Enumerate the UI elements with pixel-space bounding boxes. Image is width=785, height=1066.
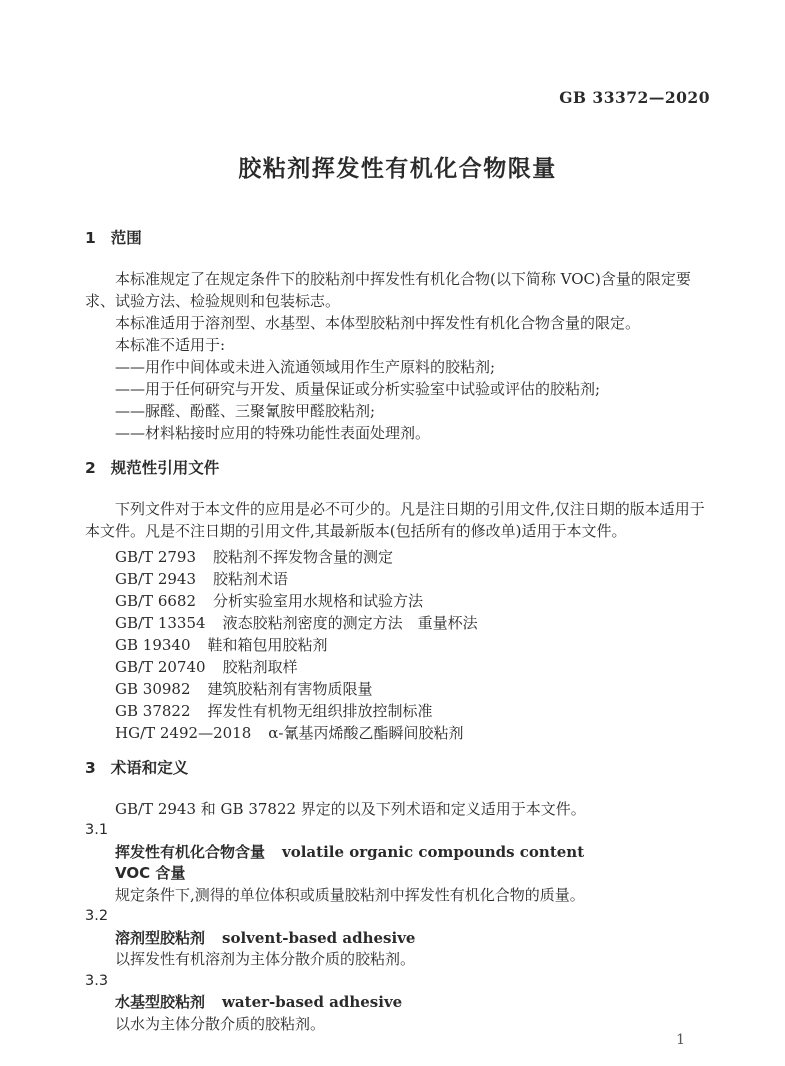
reference-title: 胶粘剂不挥发物含量的测定	[213, 548, 394, 566]
reference-code: HG/T 2492—2018	[115, 724, 252, 742]
references-list	[85, 546, 710, 744]
term-alias: VOC 含量	[115, 864, 186, 882]
section-3-number: 3	[85, 759, 96, 777]
section-2-heading	[85, 458, 710, 479]
reference-code: GB/T 6682	[115, 592, 197, 610]
term-name-en: volatile organic compounds content	[282, 842, 585, 861]
document-title: 胶粘剂挥发性有机化合物限量	[238, 156, 557, 182]
term-name	[115, 992, 710, 1014]
reference-title: 胶粘剂取样	[222, 658, 298, 676]
scope-exclusion-item: ——脲醛、酚醛、三聚氰胺甲醛胶粘剂;	[115, 402, 376, 420]
reference-code: GB/T 2943	[115, 570, 197, 588]
reference-code: GB/T 13354	[115, 614, 206, 632]
term-name-zh: 溶剂型胶粘剂	[115, 928, 206, 947]
section-3-heading	[85, 758, 710, 779]
section-2-number: 2	[85, 459, 96, 477]
reference-code: GB/T 2793	[115, 548, 197, 566]
section-1-number: 1	[85, 229, 96, 247]
reference-item	[115, 634, 710, 656]
term-name	[115, 842, 710, 864]
term-definition: 规定条件下,测得的单位体积或质量胶粘剂中挥发性有机化合物的质量。	[115, 885, 585, 904]
term-number: 3.1	[85, 822, 109, 838]
reference-item	[115, 678, 710, 700]
reference-item	[115, 722, 710, 744]
term-name-en: solvent-based adhesive	[222, 928, 416, 947]
reference-item	[115, 700, 710, 722]
term-number: 3.2	[85, 908, 109, 924]
page-number: 1	[676, 1032, 685, 1048]
section-2-title: 规范性引用文件	[110, 459, 220, 477]
term-name-en: water-based adhesive	[222, 993, 403, 1011]
reference-item	[115, 656, 710, 678]
scope-paragraph-2: 本标准适用于溶剂型、水基型、本体型胶粘剂中挥发性有机化合物含量的限定。	[115, 314, 641, 332]
reference-item	[115, 612, 710, 634]
standard-number: GB 33372—2020	[559, 88, 710, 107]
term-block-3-1	[85, 820, 710, 906]
section-1-heading	[85, 228, 710, 249]
reference-code: GB 30982	[115, 680, 191, 698]
scope-exclusion-item: ——材料粘接时应用的特殊功能性表面处理剂。	[115, 424, 431, 442]
references-intro: 下列文件对于本文件的应用是必不可少的。凡是注日期的引用文件,仅注日期的版本适用于本文件。凡是不注日期的引用文件,其最新版本(包括所有的修改单)适用于本文件。	[85, 500, 705, 540]
reference-item	[115, 590, 710, 612]
term-block-3-3	[85, 971, 710, 1036]
scope-exclusion-item: ——用于任何研究与开发、质量保证或分析实验室中试验或评估的胶粘剂;	[115, 380, 601, 398]
reference-item	[115, 568, 710, 590]
term-name	[115, 928, 710, 950]
term-name-zh: 挥发性有机化合物含量	[115, 842, 266, 861]
scope-paragraph-3: 本标准不适用于:	[115, 336, 226, 354]
reference-title: 鞋和箱包用胶粘剂	[207, 636, 328, 654]
reference-code: GB 19340	[115, 636, 191, 654]
term-number: 3.3	[85, 972, 109, 989]
reference-title: α-氰基丙烯酸乙酯瞬间胶粘剂	[268, 724, 464, 742]
reference-title: 分析实验室用水规格和试验方法	[213, 592, 424, 610]
reference-code: GB 37822	[115, 702, 191, 720]
term-definition: 以挥发性有机溶剂为主体分散介质的胶粘剂。	[115, 950, 416, 968]
reference-title: 液态胶粘剂密度的测定方法 重量杯法	[222, 614, 478, 632]
term-name-zh: 水基型胶粘剂	[115, 993, 206, 1011]
scope-exclusion-item: ——用作中间体或未进入流通领域用作生产原料的胶粘剂;	[115, 358, 496, 376]
reference-title: 胶粘剂术语	[213, 570, 289, 588]
terms-intro: GB/T 2943 和 GB 37822 界定的以及下列术语和定义适用于本文件。	[115, 800, 586, 818]
reference-item	[115, 546, 710, 568]
section-3-title: 术语和定义	[110, 759, 189, 777]
section-1-title: 范围	[110, 229, 142, 247]
term-block-3-2	[85, 906, 710, 971]
reference-title: 挥发性有机物无组织排放控制标准	[207, 702, 433, 720]
term-definition: 以水为主体分散介质的胶粘剂。	[115, 1014, 326, 1033]
reference-title: 建筑胶粘剂有害物质限量	[207, 680, 373, 698]
reference-code: GB/T 20740	[115, 658, 206, 676]
scope-paragraph-1: 本标准规定了在规定条件下的胶粘剂中挥发性有机化合物(以下简称 VOC)含量的限定要求、试验方法、检验规则和包装标志。	[85, 270, 691, 310]
